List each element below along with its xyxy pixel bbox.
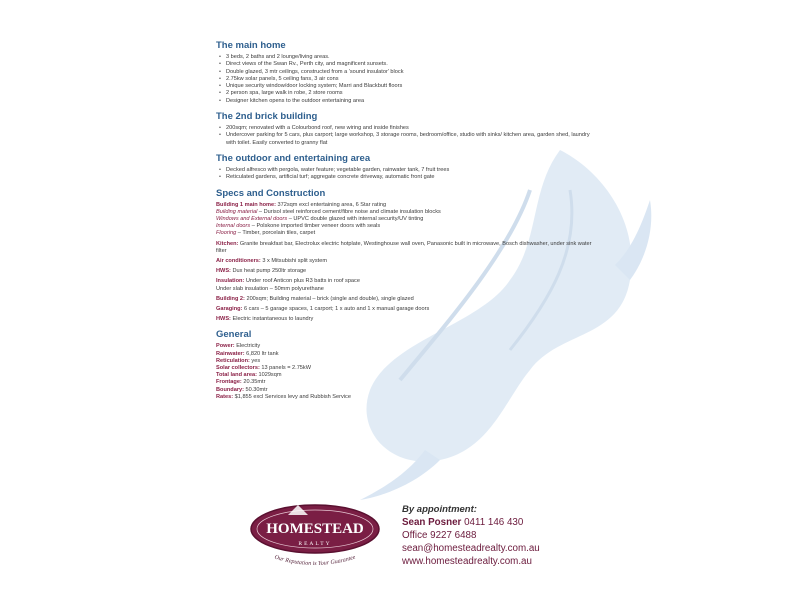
spec-value: 372sqm excl entertaining area, 6 Star rating: [275, 201, 387, 208]
hws2-block: [216, 316, 596, 323]
logo-name: HOMESTEAD: [266, 521, 364, 537]
general-label: Boundary:: [216, 386, 244, 393]
section-title: Specs and Construction: [216, 187, 326, 199]
general-list: [216, 343, 596, 401]
main-home-list: [216, 54, 596, 105]
general-label: Total land area:: [216, 372, 257, 379]
general-row: [216, 343, 596, 350]
spec-label: Windows and External doors: [216, 215, 288, 222]
building1-block: [216, 202, 596, 238]
spec-label: Building 2:: [216, 295, 245, 302]
spec-label: Flooring: [216, 230, 237, 237]
building2-block: [216, 296, 596, 303]
section-title: The outdoor and entertaining area: [216, 152, 371, 164]
general-row: [216, 358, 596, 365]
spec-value: – Timber, porcelain tiles, carpet: [236, 230, 316, 237]
list-item: • 2.75kw solar panels, 5 ceiling fans, 3 air cons: [226, 76, 596, 83]
general-row: [216, 351, 596, 358]
general-value: Electricity: [234, 343, 261, 350]
spec-label: Air conditioners:: [216, 257, 261, 264]
spec-value: 3 x Mitsubishi split system: [260, 257, 327, 264]
logo-tagline: Our Reputation is Your Guarantee: [273, 554, 357, 568]
general-value: 6,820 ltr tank: [244, 350, 279, 357]
spec-value: Dux heat pump 250ltr storage: [230, 268, 307, 275]
hws1-block: [216, 268, 596, 275]
insulation-block: [216, 278, 596, 292]
spec-value: Under roof Anticon plus R3 batts in roof space: [244, 278, 360, 285]
general-value: 50.30mtr: [243, 386, 268, 393]
office-phone: Office 9227 6488: [402, 530, 477, 541]
general-value: yes: [249, 357, 261, 364]
section-general: [216, 329, 596, 401]
section-outdoor: [216, 153, 596, 182]
spec-label: Kitchen:: [216, 240, 239, 247]
spec-value: 6 cars – 5 garage spaces, 1 carport; 1 x auto and 1 x manual garage doors: [242, 306, 430, 312]
flyer-content: [216, 40, 596, 407]
spec-label: HWS:: [216, 268, 231, 275]
general-row: [216, 365, 596, 372]
spec-value: Granite breakfast bar, Electrolux electric hotplate, Westinghouse wall oven, Panasonic built in microwave, Bosch dishwasher, under sink water filter: [216, 240, 592, 254]
spec-label: Building material: [216, 208, 258, 215]
general-value: 13 panels = 2.75kW: [259, 365, 311, 372]
general-value: $1,855 excl Services levy and Rubbish Service: [233, 393, 351, 400]
general-label: Rates:: [216, 393, 234, 400]
website-link[interactable]: www.homesteadrealty.com.au: [402, 556, 532, 567]
list-item: • Undercover parking for 5 cars, plus carport; large workshop, 3 storage rooms, bedroom/office, studio with sinks/ kitchen area, garden shed, laundry with toilet. Easily converted to granny flat: [226, 132, 596, 147]
list-item: • Direct views of the Swan Rv., Perth city, and magnificent sunsets.: [226, 61, 596, 68]
general-label: Power:: [216, 343, 235, 350]
spec-label: Building 1 main home:: [216, 201, 276, 208]
section-title: The main home: [216, 40, 286, 51]
agent-line: [402, 516, 540, 529]
list-item: • Reticulated gardens, artificial turf; aggregate concrete driveway, automatic front gate: [226, 174, 596, 181]
general-label: Reticulation:: [216, 357, 250, 364]
agent-name: Sean Posner: [402, 517, 462, 528]
general-row: [216, 394, 596, 401]
spec-value: Electric instantaneous to laundry: [230, 316, 314, 323]
section-title: The 2nd brick building: [216, 111, 318, 123]
general-row: [216, 372, 596, 379]
general-label: Rainwater:: [216, 350, 245, 357]
email-link[interactable]: sean@homesteadrealty.com.au: [402, 543, 540, 554]
section-specs: [216, 188, 596, 324]
agent-mobile: 0411 146 430: [464, 517, 524, 528]
list-item: • 200sqm; renovated with a Colourbond roof, new wiring and inside finishes: [226, 125, 596, 132]
general-value: 1029sqm: [256, 372, 282, 379]
aircon-block: [216, 258, 596, 265]
spec-value: Under slab insulation – 50mm polyurethane: [216, 285, 324, 292]
brick-building-list: [216, 125, 596, 147]
general-row: [216, 379, 596, 386]
list-item: • Unique security window/door locking system; Marri and Blackbutt floors: [226, 83, 596, 90]
spec-value: – UPVC double glazed with internal security/UV tinting: [287, 215, 424, 222]
list-item: • 2 person spa, large walk in robe, 2 store rooms: [226, 90, 596, 97]
general-label: Solar collectors:: [216, 365, 260, 372]
list-item: • 3 beds, 2 baths and 2 lounge/living areas.: [226, 54, 596, 61]
spec-label: Internal doors: [216, 223, 251, 230]
garaging-block: [216, 306, 596, 313]
spec-value: – Polskone imported timber veneer doors with seals: [250, 223, 381, 230]
kitchen-block: [216, 241, 596, 255]
list-item: • Designer kitchen opens to the outdoor entertaining area: [226, 98, 596, 105]
outdoor-list: [216, 167, 596, 182]
general-row: [216, 387, 596, 394]
general-value: 20.35mtr: [241, 379, 266, 386]
spec-label: HWS:: [216, 316, 231, 323]
spec-value: 200sqm; Building material – brick (single and double), single glazed: [244, 295, 414, 302]
spec-label: Garaging:: [216, 306, 243, 312]
list-item: • Decked alfresco with pergola, water feature; vegetable garden, rainwater tank, 7 fruit trees: [226, 167, 596, 174]
logo-sub: REALTY: [298, 541, 332, 547]
general-label: Frontage:: [216, 379, 242, 386]
spec-label: Insulation:: [216, 278, 245, 285]
appointment-label: By appointment:: [402, 504, 477, 515]
spec-value: – Durisol steel reinforced cement/fibre noise and climate insulation blocks: [257, 208, 441, 215]
section-main-home: [216, 40, 596, 105]
homestead-realty-logo: [248, 493, 382, 573]
contact-block: [402, 503, 540, 568]
section-brick-building: [216, 111, 596, 147]
logo-tagline-text: [274, 555, 357, 568]
section-title: General: [216, 329, 252, 341]
list-item: • Double glazed, 3 mtr ceilings, constructed from a 'sound insulator' block: [226, 69, 596, 76]
